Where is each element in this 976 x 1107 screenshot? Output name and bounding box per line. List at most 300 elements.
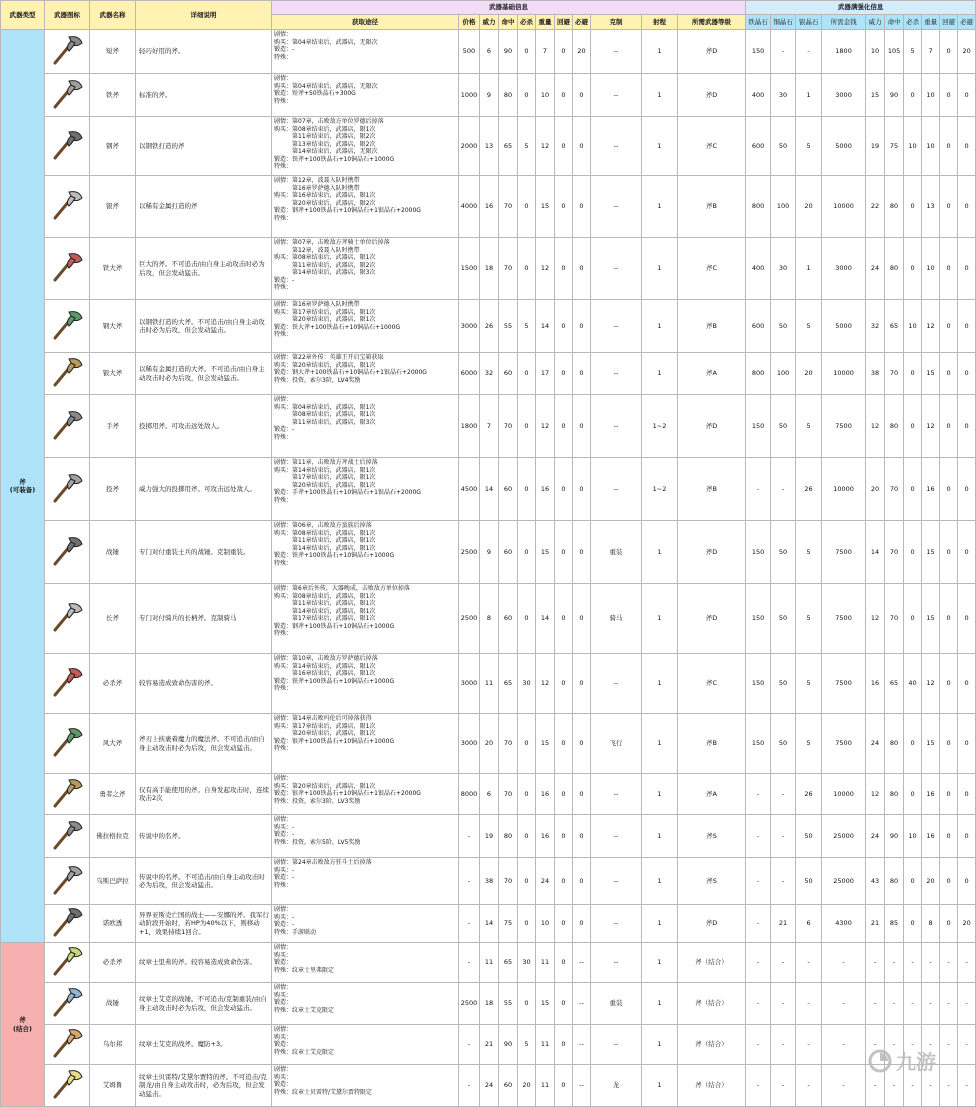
cell-mav: 0 xyxy=(958,858,976,905)
cell-iron: - xyxy=(746,858,771,905)
cell-ac: 0 xyxy=(555,1025,573,1065)
cell-mh: 70 xyxy=(885,458,904,521)
cell-ac: 0 xyxy=(555,300,573,353)
header-type: 武器类型 xyxy=(1,1,45,30)
table-row xyxy=(1,774,976,815)
weapon-icon xyxy=(45,584,90,654)
cell-mc: 0 xyxy=(904,774,922,815)
weapon-desc: 纹章士艾克的战锤。不可追击/克制重装/由自身主动攻击时必为后攻，但会发动猛击。 xyxy=(136,983,272,1025)
table-row xyxy=(1,858,976,905)
cell-silver: - xyxy=(796,943,822,983)
cell-mh: 75 xyxy=(885,117,904,176)
acquire-line: 特殊： xyxy=(274,496,293,504)
cell-av: 0 xyxy=(573,176,591,238)
cell-mh: 90 xyxy=(885,815,904,858)
weapon-name: 乌斯巴萨拉 xyxy=(90,858,136,905)
header-max-group: 武器满强化信息 xyxy=(746,1,976,15)
cell-range: 1~2 xyxy=(642,395,678,458)
cell-range: 1 xyxy=(642,983,678,1025)
cell-range: 1 xyxy=(642,300,678,353)
weapon-icon xyxy=(45,74,90,117)
cell-copper: 50 xyxy=(771,395,796,458)
cell-mav: - xyxy=(958,1065,976,1107)
cell-power: 32 xyxy=(480,353,499,395)
cell-mw: 10 xyxy=(922,117,940,176)
cell-weight: 24 xyxy=(536,858,555,905)
header-desc: 详细说明 xyxy=(136,1,272,30)
cell-ac: 0 xyxy=(555,774,573,815)
cell-iron: 150 xyxy=(746,30,771,74)
cell-counter: 龙 xyxy=(591,1065,642,1107)
cell-crit: 0 xyxy=(518,584,536,654)
header-range: 射程 xyxy=(642,15,678,30)
cell-ac: 0 xyxy=(555,238,573,300)
weapon-desc: 异界亚斯売亡国的战士——安娜的斧。我军行动阶段开始时，若HP为40%以下，则移动+1，效果持续1回合。 xyxy=(136,905,272,943)
weapon-icon xyxy=(45,458,90,521)
cell-power: 7 xyxy=(480,395,499,458)
cell-weight: 15 xyxy=(536,521,555,584)
cell-hit: 90 xyxy=(499,1025,518,1065)
cell-iron: 600 xyxy=(746,117,771,176)
cell-ac: 0 xyxy=(555,74,573,117)
cell-iron: - xyxy=(746,905,771,943)
acquire-line: 特殊： xyxy=(274,881,293,889)
cell-av: 20 xyxy=(573,30,591,74)
header-max-weight: 重量 xyxy=(922,15,940,30)
cell-crit: 20 xyxy=(518,1065,536,1107)
cell-mc: 10 xyxy=(904,300,922,353)
acquire-line: 第11章结束后，武器店，限2次 xyxy=(274,261,376,269)
cell-mav: - xyxy=(958,943,976,983)
cell-mav: - xyxy=(958,1025,976,1065)
acquire-line: 剧情：第22章外传：英雄王开启宝箱获取 xyxy=(274,354,384,361)
acquire-line: 特殊： xyxy=(274,331,293,338)
cell-mw: - xyxy=(922,943,940,983)
cell-mc: 0 xyxy=(904,353,922,395)
group-cell: 斧 (结合) xyxy=(1,943,45,1107)
cell-mc: 0 xyxy=(904,395,922,458)
cell-mav: 0 xyxy=(958,521,976,584)
cell-av: -- xyxy=(573,983,591,1025)
acquire-cell xyxy=(272,117,459,176)
cell-crit: 0 xyxy=(518,905,536,943)
cell-counter: -- xyxy=(591,395,642,458)
cell-iron: - xyxy=(746,815,771,858)
cell-counter: -- xyxy=(591,238,642,300)
acquire-line: 特殊： xyxy=(274,214,293,222)
cell-silver: 50 xyxy=(796,858,822,905)
table-row xyxy=(1,176,976,238)
cell-power: 14 xyxy=(480,905,499,943)
acquire-line: 剧情：第12章，波聂入队时携带 xyxy=(274,177,360,184)
cell-mw: 10 xyxy=(922,238,940,300)
cell-iron: - xyxy=(746,1025,771,1065)
acquire-line: 特殊： xyxy=(274,433,293,441)
weapon-icon xyxy=(45,858,90,905)
cell-mc: 0 xyxy=(904,714,922,774)
weapon-name: 战锤 xyxy=(90,521,136,584)
cell-mac: 0 xyxy=(940,176,958,238)
cell-counter: -- xyxy=(591,74,642,117)
acquire-line: 第11章结束后，武器店，限1次 xyxy=(274,537,376,544)
cell-mw: 15 xyxy=(922,521,940,584)
cell-crit: 0 xyxy=(518,858,536,905)
acquire-line: 第14章结束后，武器店，限3次 xyxy=(274,269,376,276)
cell-hit: 70 xyxy=(499,238,518,300)
header-power: 威力 xyxy=(480,15,499,30)
header-basic-group: 武器基础信息 xyxy=(272,1,746,15)
table-row xyxy=(1,238,976,300)
cell-gold: 3000 xyxy=(822,74,866,117)
weapon-desc: 以稀有金属打造的大斧。不可追击/由自身主动攻击时必为后攻，但会发动猛击。 xyxy=(136,353,272,395)
cell-price: 2500 xyxy=(459,983,480,1025)
cell-mw: 15 xyxy=(922,584,940,654)
cell-mp: 38 xyxy=(866,353,885,395)
acquire-line: 锻造：银斧+100铁晶石+10铜晶石+1银晶石+2000G xyxy=(274,790,421,797)
table-row xyxy=(1,1065,976,1107)
cell-mp: 20 xyxy=(866,458,885,521)
cell-counter: 骑马 xyxy=(591,584,642,654)
weapon-name: 铁大斧 xyxy=(90,238,136,300)
cell-crit: 5 xyxy=(518,1025,536,1065)
cell-mw: 12 xyxy=(922,395,940,458)
acquire-line: 第20章结束后，武器店，限1次 xyxy=(274,730,376,737)
cell-silver: 20 xyxy=(796,353,822,395)
cell-iron: 150 xyxy=(746,395,771,458)
cell-hit: 55 xyxy=(499,300,518,353)
cell-price: 2500 xyxy=(459,584,480,654)
weapon-icon xyxy=(45,654,90,714)
acquire-line: 特殊： xyxy=(274,284,293,291)
acquire-line: 锻造： xyxy=(274,1041,293,1048)
cell-mh: 80 xyxy=(885,176,904,238)
cell-hit: 60 xyxy=(499,521,518,584)
acquire-line: 锻造：钢斧+100铁晶石+10铜晶石+1银晶石+2000G xyxy=(274,207,421,214)
cell-mw: 10 xyxy=(922,74,940,117)
cell-price: 6000 xyxy=(459,353,480,395)
weapon-name: 银斧 xyxy=(90,176,136,238)
cell-copper: - xyxy=(771,858,796,905)
cell-mc: 0 xyxy=(904,458,922,521)
cell-rank: 斧B xyxy=(678,714,746,774)
acquire-line: 第13章结束后，武器店，限2次 xyxy=(274,140,376,148)
cell-weight: 16 xyxy=(536,815,555,858)
cell-iron: 150 xyxy=(746,714,771,774)
acquire-line: 锻造：钢大斧+100铁晶石+10铜晶石+1银晶石+2000G xyxy=(274,369,427,376)
cell-power: 20 xyxy=(480,714,499,774)
acquire-cell xyxy=(272,774,459,815)
cell-mp: 14 xyxy=(866,521,885,584)
cell-mp: 24 xyxy=(866,815,885,858)
acquire-line: 锻造：- xyxy=(274,426,295,433)
acquire-line: 购买： xyxy=(274,1073,293,1081)
cell-copper: 30 xyxy=(771,238,796,300)
cell-iron: - xyxy=(746,943,771,983)
cell-gold: 7500 xyxy=(822,521,866,584)
cell-power: 11 xyxy=(480,943,499,983)
cell-mav: 0 xyxy=(958,584,976,654)
cell-range: 1 xyxy=(642,521,678,584)
acquire-line: 购买：- xyxy=(274,866,295,874)
cell-power: 21 xyxy=(480,1025,499,1065)
cell-mac: - xyxy=(940,943,958,983)
cell-price: - xyxy=(459,905,480,943)
cell-mc: - xyxy=(904,1025,922,1065)
acquire-cell xyxy=(272,521,459,584)
cell-power: 19 xyxy=(480,815,499,858)
acquire-cell xyxy=(272,30,459,74)
acquire-line: 特殊：投资，索尔3阶，LV3奖励 xyxy=(274,797,361,805)
cell-crit: 0 xyxy=(518,774,536,815)
cell-silver: 5 xyxy=(796,300,822,353)
cell-gold: 1800 xyxy=(822,30,866,74)
table-row xyxy=(1,30,976,74)
cell-mac: - xyxy=(940,1025,958,1065)
cell-mp: - xyxy=(866,943,885,983)
cell-mw: 20 xyxy=(922,858,940,905)
cell-mw: 12 xyxy=(922,654,940,714)
cell-crit: 30 xyxy=(518,943,536,983)
cell-gold: 3000 xyxy=(822,238,866,300)
cell-range: 1 xyxy=(642,905,678,943)
acquire-cell xyxy=(272,905,459,943)
acquire-line: 剧情： xyxy=(274,944,293,951)
cell-rank: 斧（结合） xyxy=(678,983,746,1025)
cell-gold: 7500 xyxy=(822,395,866,458)
header-avoid: 必避 xyxy=(573,15,591,30)
cell-mh: 105 xyxy=(885,30,904,74)
cell-gold: 5000 xyxy=(822,300,866,353)
cell-gold: 7500 xyxy=(822,584,866,654)
table-row xyxy=(1,584,976,654)
cell-mh: 70 xyxy=(885,584,904,654)
group-cell: 斧 (可装备) xyxy=(1,30,45,943)
acquire-line: 第17章结束后，武器店，限1次 xyxy=(274,474,376,481)
weapon-icon xyxy=(45,521,90,584)
cell-mp: 15 xyxy=(866,74,885,117)
cell-mac: 0 xyxy=(940,774,958,815)
acquire-line: 锻造：铁大斧+100铁晶石+10铜晶石+1000G xyxy=(274,323,401,331)
cell-mw: - xyxy=(922,1025,940,1065)
cell-range: 1 xyxy=(642,858,678,905)
weapon-icon xyxy=(45,30,90,74)
cell-ac: 0 xyxy=(555,584,573,654)
cell-ac: 0 xyxy=(555,983,573,1025)
acquire-line: 第11章结束后，武器店，限3次 xyxy=(274,418,376,426)
cell-iron: - xyxy=(746,983,771,1025)
cell-counter: -- xyxy=(591,30,642,74)
cell-mac: 0 xyxy=(940,300,958,353)
cell-power: 16 xyxy=(480,176,499,238)
cell-copper: - xyxy=(771,458,796,521)
cell-mc: 40 xyxy=(904,654,922,714)
acquire-line: 第16章罗萨德入队时携带 xyxy=(274,184,360,192)
weapon-icon xyxy=(45,983,90,1025)
weapon-icon xyxy=(45,714,90,774)
cell-mav: 0 xyxy=(958,300,976,353)
acquire-line: 剧情： xyxy=(274,816,293,823)
acquire-line: 第08章结束后，武器店，限1次 xyxy=(274,411,376,418)
cell-mav: 20 xyxy=(958,30,976,74)
weapon-icon xyxy=(45,238,90,300)
cell-gold: 10000 xyxy=(822,458,866,521)
cell-weight: 12 xyxy=(536,117,555,176)
cell-mp: - xyxy=(866,1065,885,1107)
cell-price: 1500 xyxy=(459,238,480,300)
weapon-desc: 轻巧好用的斧。 xyxy=(136,30,272,74)
acquire-line: 购买：第14章结束后，武器店，限1次 xyxy=(274,662,376,670)
cell-mav: 0 xyxy=(958,714,976,774)
acquire-line: 剧情：第07章，击败敌方斧骑士单位后掉落 xyxy=(274,239,390,246)
cell-ac: 0 xyxy=(555,1065,573,1107)
cell-copper: - xyxy=(771,1025,796,1065)
cell-mp: 24 xyxy=(866,238,885,300)
cell-hit: 80 xyxy=(499,815,518,858)
cell-range: 1 xyxy=(642,815,678,858)
cell-mac: 0 xyxy=(940,238,958,300)
cell-rank: 斧D xyxy=(678,395,746,458)
cell-mc: 10 xyxy=(904,117,922,176)
weapon-icon xyxy=(45,176,90,238)
weapon-name: 银大斧 xyxy=(90,353,136,395)
acquire-cell xyxy=(272,858,459,905)
cell-ac: 0 xyxy=(555,353,573,395)
cell-silver: 5 xyxy=(796,117,822,176)
acquire-cell xyxy=(272,395,459,458)
acquire-line: 特殊： xyxy=(274,53,293,61)
acquire-line: 特殊： xyxy=(274,630,293,637)
cell-weight: 10 xyxy=(536,905,555,943)
header-iron: 铁晶石 xyxy=(746,15,771,30)
cell-mac: 0 xyxy=(940,584,958,654)
acquire-line: 锻造：- xyxy=(274,874,295,881)
acquire-line: 剧情：第10章，击败敌方罗萨德后掉落 xyxy=(274,655,378,662)
cell-price: 3000 xyxy=(459,714,480,774)
cell-mc: 0 xyxy=(904,521,922,584)
cell-mp: - xyxy=(866,1025,885,1065)
cell-crit: 30 xyxy=(518,654,536,714)
table-row xyxy=(1,458,976,521)
cell-mh: 65 xyxy=(885,300,904,353)
cell-av: 0 xyxy=(573,714,591,774)
cell-iron: 600 xyxy=(746,300,771,353)
cell-crit: 0 xyxy=(518,395,536,458)
acquire-line: 购买：第08章结束后，武器店，限1次 xyxy=(274,529,376,537)
cell-mac: 0 xyxy=(940,654,958,714)
acquire-line: 剧情： xyxy=(274,906,293,913)
acquire-line: 购买： xyxy=(274,991,293,999)
acquire-line: 锻造： xyxy=(274,959,293,966)
cell-copper: 100 xyxy=(771,353,796,395)
cell-av: 0 xyxy=(573,238,591,300)
acquire-line: 购买：第14章结束后，武器店，限1次 xyxy=(274,466,376,474)
cell-copper: - xyxy=(771,943,796,983)
cell-rank: 斧C xyxy=(678,238,746,300)
cell-range: 1 xyxy=(642,238,678,300)
cell-mc: 0 xyxy=(904,905,922,943)
weapon-icon xyxy=(45,905,90,943)
weapon-icon xyxy=(45,395,90,458)
acquire-cell xyxy=(272,584,459,654)
cell-copper: 50 xyxy=(771,584,796,654)
cell-mh: 80 xyxy=(885,774,904,815)
weapon-desc: 纹章士艾克的战斧。魔防+3。 xyxy=(136,1025,272,1065)
cell-silver: - xyxy=(796,1065,822,1107)
cell-mp: 12 xyxy=(866,584,885,654)
cell-mc: 0 xyxy=(904,176,922,238)
acquire-cell xyxy=(272,815,459,858)
cell-hit: 65 xyxy=(499,654,518,714)
cell-ac: 0 xyxy=(555,458,573,521)
acquire-line: 购买：第20章结束后，武器店，限1次 xyxy=(274,782,376,790)
cell-power: 11 xyxy=(480,654,499,714)
cell-silver: 26 xyxy=(796,774,822,815)
acquire-line: 剧情： xyxy=(274,984,293,991)
cell-range: 1 xyxy=(642,1025,678,1065)
acquire-line: 特殊： xyxy=(274,559,293,567)
cell-copper: 50 xyxy=(771,117,796,176)
cell-silver: 50 xyxy=(796,815,822,858)
cell-ac: 0 xyxy=(555,521,573,584)
weapon-name: 手斧 xyxy=(90,395,136,458)
cell-range: 1 xyxy=(642,30,678,74)
weapon-name: 必杀斧 xyxy=(90,943,136,983)
cell-mac: - xyxy=(940,1065,958,1107)
cell-hit: 70 xyxy=(499,176,518,238)
cell-copper: 50 xyxy=(771,521,796,584)
cell-iron: - xyxy=(746,1065,771,1107)
cell-weight: 16 xyxy=(536,458,555,521)
cell-power: 38 xyxy=(480,858,499,905)
cell-silver: 5 xyxy=(796,584,822,654)
cell-copper: 21 xyxy=(771,905,796,943)
header-icon: 武器图标 xyxy=(45,1,90,30)
cell-crit: 0 xyxy=(518,353,536,395)
cell-copper: 50 xyxy=(771,300,796,353)
cell-crit: 0 xyxy=(518,458,536,521)
cell-hit: 55 xyxy=(499,983,518,1025)
cell-silver: - xyxy=(796,1025,822,1065)
cell-silver: 26 xyxy=(796,458,822,521)
cell-hit: 90 xyxy=(499,30,518,74)
cell-ac: 0 xyxy=(555,714,573,774)
acquire-line: 锻造：手斧+100铁晶石+10铜晶石+1银晶石+2000G xyxy=(274,489,421,496)
weapon-icon xyxy=(45,815,90,858)
header-weight: 重量 xyxy=(536,15,555,30)
acquire-line: 购买：第04章结束后，武器店，限1次 xyxy=(274,403,376,411)
acquire-cell xyxy=(272,300,459,353)
cell-rank: 斧D xyxy=(678,74,746,117)
acquire-line: 锻造：铁斧+100铁晶石+10铜晶石+1000G xyxy=(274,552,395,559)
cell-weight: 15 xyxy=(536,714,555,774)
cell-range: 1 xyxy=(642,74,678,117)
cell-av: -- xyxy=(573,943,591,983)
acquire-cell xyxy=(272,353,459,395)
cell-mac: 0 xyxy=(940,858,958,905)
cell-weight: 17 xyxy=(536,353,555,395)
cell-range: 1 xyxy=(642,774,678,815)
acquire-line: 剧情： xyxy=(274,1066,293,1073)
cell-range: 1 xyxy=(642,714,678,774)
acquire-line: 剧情：第06章，击败敌方蛮族后掉落 xyxy=(274,522,372,529)
cell-mac: 0 xyxy=(940,353,958,395)
cell-ac: 0 xyxy=(555,905,573,943)
acquire-line: 特殊：手游联动 xyxy=(274,928,317,936)
cell-gold: - xyxy=(822,1025,866,1065)
acquire-line: 第14章结束后，武器店，限1次 xyxy=(274,544,376,552)
acquire-line: 锻造：- xyxy=(274,921,295,928)
cell-copper: - xyxy=(771,30,796,74)
